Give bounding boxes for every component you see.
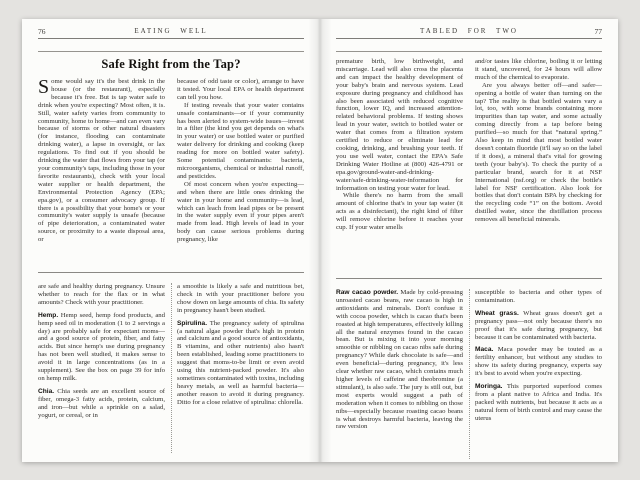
entry-raw-cacao: [336, 289, 463, 431]
entry-maca: [475, 346, 602, 378]
bottom-col-b-left: [177, 283, 304, 453]
running-head-left: EATING WELL: [134, 27, 208, 35]
page-left: [22, 19, 320, 462]
article-paragraph: premature birth, low birthweight, and miscarriage. Lead will also cross the placenta and can impact the healthy development of your baby's brain and nervous system. Lead exposure during pregnancy and childhood has also been associated with reduced cognitive function, lower IQ, and increased attention-related behavioral problems. If testing shows lead in your water, switch to bottled water or water that comes from a filtration system certified to reduce or eliminate lead for cooking, drinking, and brushing your teeth. If you use well water, contact the EPA's Safe Drinking Water Hotline at (800) 426-4791 or epa.gov/ground-water-and-drinking-water/safe-drinking-water-information for information on testing your water for lead.: [336, 58, 463, 192]
article-col-2: [475, 58, 602, 272]
section-rule-left: [38, 272, 304, 273]
article-columns-right: [336, 58, 602, 272]
article-title: Safe Right from the Tap?: [101, 57, 241, 71]
book-spread: [22, 19, 618, 462]
entry-text: The pregnancy safety of spirulina (a natural algae powder that's high in protein and calcium and a good source of antioxidants, B vitamins, and other nutrients) also hasn't been established, leading some practitioners to suggest that moms-to-be limit or even avoid using this nutrient-packed powder. It's also sometimes contaminated with toxins, including heavy metals, as well as harmful bacteria—another reason to avoid it during pregnancy. Ditto for a close relative of spirulina: chlorella.: [177, 319, 304, 406]
continuation-paragraph: are safe and healthy during pregnancy. Unsure whether to reach for the flax or in what amounts? Check with your practitioner.: [38, 283, 165, 306]
running-head-right: TABLED FOR TWO: [420, 27, 518, 35]
feature-article-right: [336, 51, 602, 272]
drop-cap: S: [38, 78, 50, 98]
feature-article-left: [38, 51, 304, 266]
article-col-1: [336, 58, 463, 272]
entry-text: Chia seeds are an excellent source of fiber, omega-3 fatty acids, protein, calcium, and iron—but while a sprinkle on a salad, yogurt, or cereal, or in: [38, 387, 166, 419]
entry-heading-chia: Chia.: [38, 387, 55, 395]
continuation-paragraph: a smoothie is likely a safe and nutritious bet, check in with your practitioner before you chow down on large amounts of chia. Its safety in pregnancy hasn't been studied.: [177, 283, 304, 314]
continuation-paragraph: susceptible to bacteria and other types of contamination.: [475, 289, 602, 304]
article-paragraph: Are you always better off—and safer—opening a bottle of water than turning on the tap? The reality is that bottled waters vary a lot, too, with some brands containing more impurities than tap water, and some actually coming directly from a tap before being purified—so much for that “natural spring.” Also keep in mind that most bottled water doesn't contain fluoride (it'll say so on the label if it does), a mineral that's vital for growing teeth (your baby's). To check the purity of a particular brand, search for it at NSF International (nsf.org) or check the bottle's label for NSF certification. Also look for bottles that don't contain BPA by checking for the recycling code “1” on the bottom. Avoid distilled water, since the distillation process removes all beneficial minerals.: [475, 81, 602, 224]
page-right: [320, 19, 618, 462]
article-paragraph: Of most concern when you're expecting—and when there are little ones drinking the water in your home and community—is lead, which can leach from lead pipes or be present in the water supply even if your pipes aren't made from lead. High levels of lead in your body can cause serious problems during pregnancy, like: [177, 180, 304, 244]
page-header-left: [38, 27, 304, 39]
bottom-section-left: [38, 283, 304, 453]
page-number-right: 77: [594, 27, 602, 36]
entry-heading-moringa: Moringa.: [475, 383, 503, 391]
article-paragraph: [38, 78, 165, 244]
article-text: ome would say it's the best drink in the house (or the restaurant), especially because it's free. But is tap water safe to drink when you're expecting? Most often, it is. Still, water safety varies from community to community, home to home—and can even vary because of storms or other natural disasters (for instance, flooding can contaminate drinking water), a lapse in oversight, or lax regulations. To find out if you should be drinking the water that flows from your tap (or your community's taps, including those in your favorite restaurants), check with your local water supplier or health department, the Environmental Protection Agency (EPA; epa.gov), or a consumer advocacy group. If there is a possibility that your home's or your community's water supply is unsafe (because of pipe deterioration, a contaminated water source, or proximity to a waste disposal area, or: [38, 78, 165, 244]
article-paragraph: If testing reveals that your water contains unsafe contaminants—or if your community has been alerted to system-wide issues—invest in a filter (the kind you get depends on what's in your water) or use bottled water or purified water delivery for drinking and cooking (keep reading for more on bottled water safety). Some potential contaminants: bacteria, microorganisms, chemical or industrial runoff, and pesticides.: [177, 101, 304, 180]
article-paragraph: and/or tastes like chlorine, boiling it or letting it stand, uncovered, for 24 hours will allow much of the chemical to evaporate.: [475, 58, 602, 81]
entry-heading-spirulina: Spirulina.: [177, 319, 208, 327]
entry-moringa: [475, 383, 602, 423]
section-rule-right: [336, 278, 602, 279]
entry-heading-maca: Maca.: [475, 346, 494, 354]
entry-chia: [38, 388, 165, 420]
article-paragraph: because of odd taste or color), arrange to have it tested. Your local EPA or health department can tell you how.: [177, 78, 304, 101]
dotted-column-divider: [469, 289, 470, 459]
entry-heading-wheat-grass: Wheat grass.: [475, 309, 519, 317]
bottom-section-right: [336, 289, 602, 459]
article-columns-left: [38, 78, 304, 266]
bottom-col-b-right: [475, 289, 602, 459]
entry-heading-raw-cacao: Raw cacao powder.: [336, 289, 399, 296]
entry-wheat-grass: [475, 310, 602, 342]
entry-text: Maca powder may be touted as a fertility enhancer, but without any studies to show its safety during pregnancy, experts say it's best to avoid when you're expecting.: [475, 346, 602, 378]
page-header-right: [336, 27, 602, 39]
entry-spirulina: [177, 320, 304, 407]
article-paragraph: While there's no harm from the small amount of chlorine that's in your tap water (it acts as a disinfectant), the right kind of filter will remove chlorine before it reaches your cup. If your water smells: [336, 192, 463, 232]
bottom-col-a-right: [336, 289, 463, 459]
entry-heading-hemp: Hemp.: [38, 311, 59, 319]
entry-text: Made by cold-pressing unroasted cacao beans, raw cacao is high in antioxidants and minerals. Don't confuse it with cocoa powder, which is cacao that's been roasted at high temperatures, effectively killing all the natural enzymes found in the cacao bean. But is mixing it into your morning smoothie or nibbling on cacao nibs safe during pregnancy? While dark chocolate is safe—and even beneficial—during pregnancy, it's less clear whether raw cacao, which contains much higher levels of caffeine and theobromine (a stimulant), is also safe. The jury is still out, but most experts would suggest a path of moderation when it comes to nibbling on those nibs—especially because roasting cacao beans is what destroys harmful bacteria, leaving the raw version: [336, 289, 463, 431]
entry-text: This purported superfood comes from a plant native to Africa and India. It's packed with nutrients, but because it acts as a natural form of birth control and may cause the uterus: [475, 383, 602, 422]
page-number-left: 76: [38, 27, 46, 36]
dotted-column-divider: [171, 283, 172, 453]
article-col-1: [38, 78, 165, 266]
bottom-col-a-left: [38, 283, 165, 453]
entry-hemp: [38, 312, 165, 383]
entry-text: Hemp seed, hemp food products, and hemp seed oil in moderation (1 to 2 servings a day) are probably safe for expectant moms—and a good source of protein, fiber, and fatty acids. But since hemp's use during pregnancy has not been well studied, it makes sense to avoid it in large concentrations (as in a supplement). See the box on page 39 for info on hemp milk.: [38, 311, 165, 382]
entry-text: Wheat grass doesn't get a pregnancy pass—not only because there's no proof that it's safe during pregnancy, but because it can be contaminated with bacteria.: [475, 309, 602, 341]
article-col-2: [177, 78, 304, 266]
